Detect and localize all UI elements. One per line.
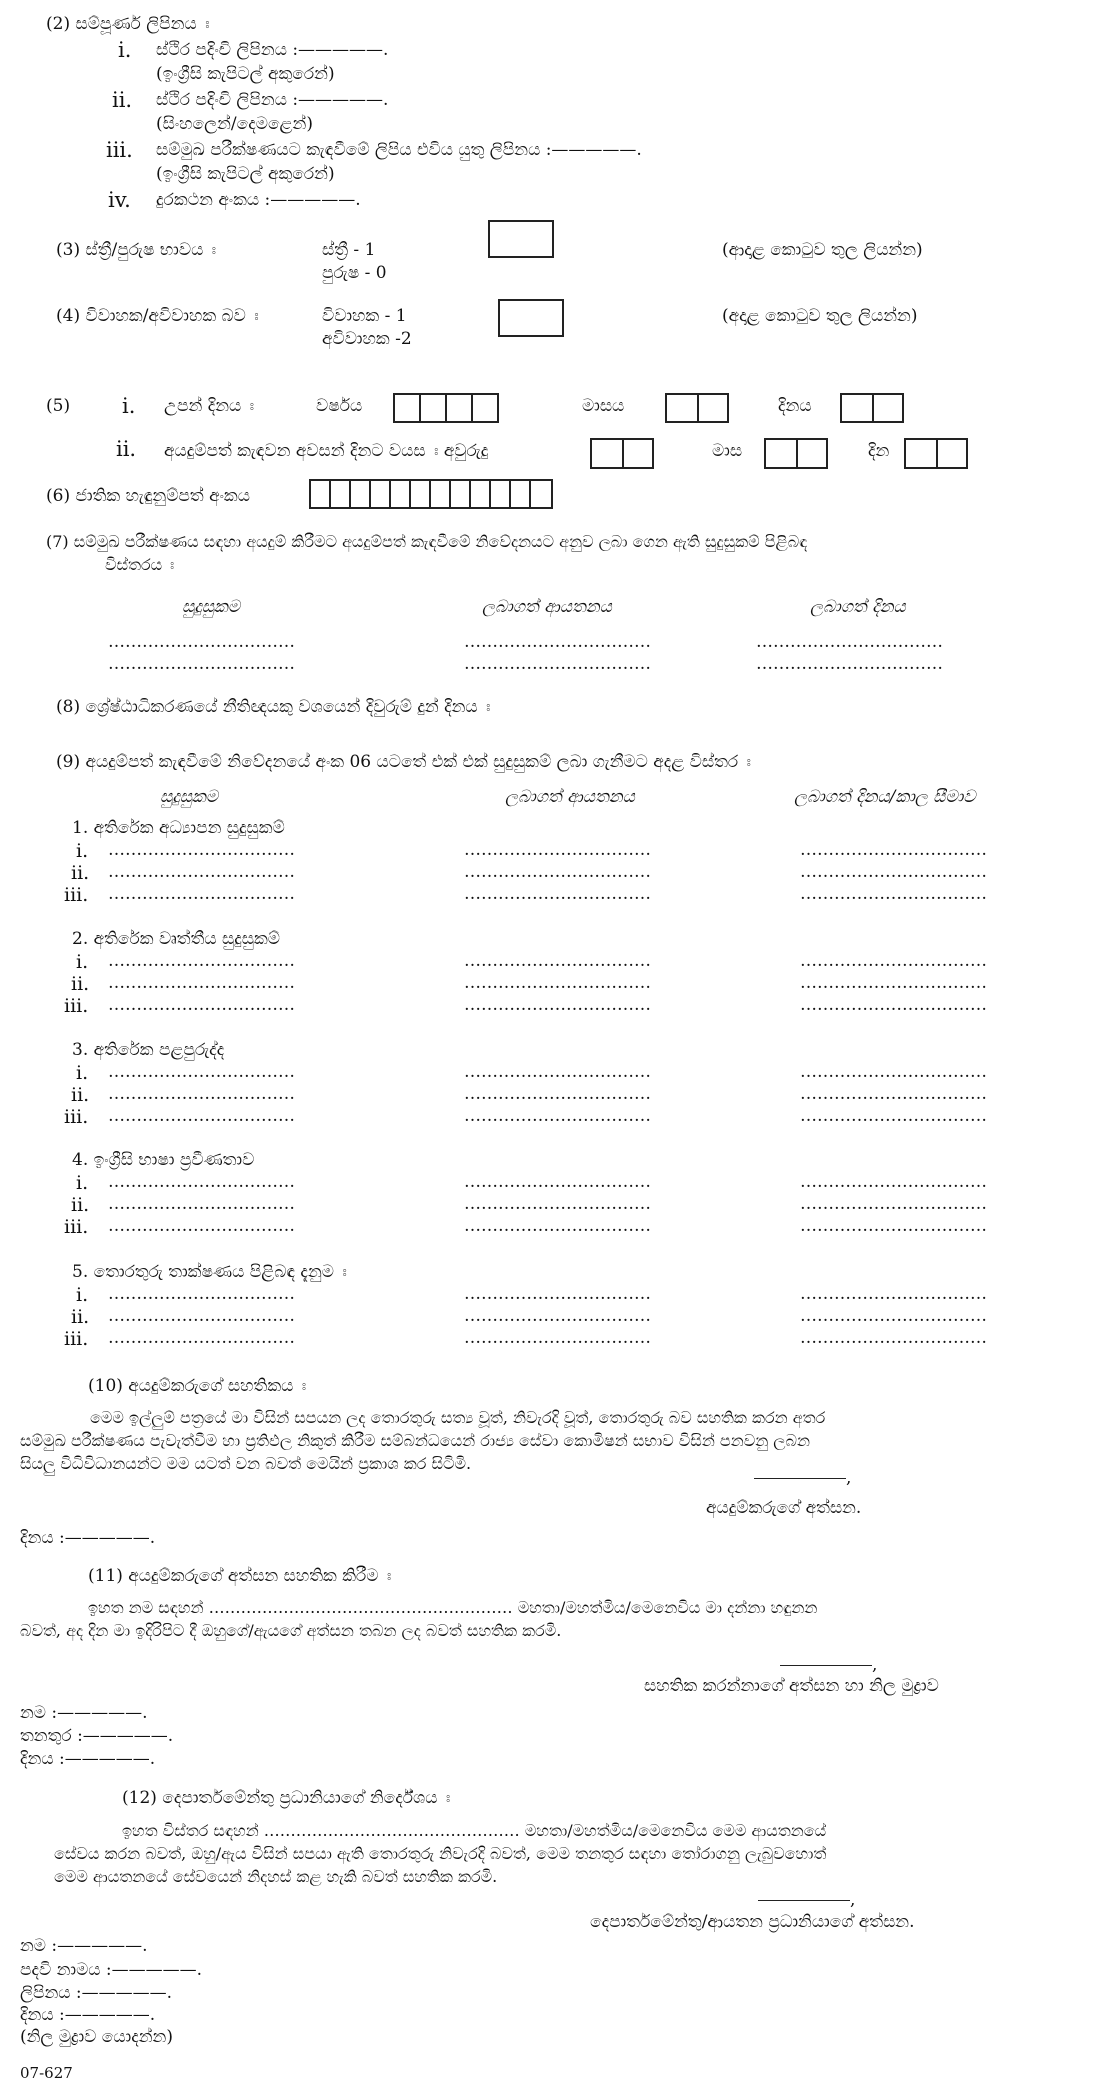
row-roman-numeral: ii. [71, 862, 90, 884]
s7-dots[interactable]: …………………………… [108, 654, 295, 674]
fill-in-dots[interactable]: …………………………… [800, 951, 987, 971]
s10-p3: සියලු විධිවිධානයන්ට මම යටත් වන බවත් මෙයින් ප්‍රකාශ කර සිටිමි. [20, 1454, 472, 1473]
s7-line2: විස්තරය ඃ [105, 555, 175, 574]
fill-in-dots[interactable]: …………………………… [464, 1084, 651, 1104]
fill-in-dots[interactable]: …………………………… [108, 1172, 295, 1192]
row-roman-numeral: iii. [64, 1106, 89, 1128]
s7-dots[interactable]: …………………………… [464, 632, 651, 652]
s4-opt2: අවිවාහක -2 [322, 329, 412, 349]
s3-note: (ආදාළ කොටුව තුල ලියන්න) [722, 240, 923, 260]
digit-cell[interactable] [665, 393, 697, 423]
digit-cell[interactable] [509, 479, 529, 509]
age-days-cells[interactable] [904, 438, 968, 469]
fill-in-dots[interactable]: …………………………… [800, 884, 987, 904]
fill-in-dots[interactable]: …………………………… [464, 951, 651, 971]
s2-iv-text: දුරකථන අංකය :—————. [156, 190, 361, 210]
s12-title: (12) දෙපාර්තමේන්තු ප්‍රධානියාගේ නිර්දේශය ඃ [122, 1788, 451, 1808]
digit-cell[interactable] [764, 438, 796, 469]
row-roman-numeral: ii. [71, 1306, 90, 1328]
fill-in-dots[interactable]: …………………………… [464, 1172, 651, 1192]
fill-in-dots[interactable]: …………………………… [108, 840, 295, 860]
digit-cell[interactable] [471, 393, 499, 423]
s12-p1: ඉහත විස්තර සඳහන් ………………………………………… මහතා/මහත්මිය/මෙනෙවිය මෙම ආයතනයේ [122, 1821, 827, 1840]
head-signature-line[interactable] [758, 1900, 850, 1901]
signature-comma: , [846, 1468, 852, 1488]
s6-label: (6) ජාතික හැඳුනුම්පත් අංකය [46, 486, 250, 506]
fill-in-dots[interactable]: …………………………… [108, 1106, 295, 1126]
digit-cell[interactable] [429, 479, 449, 509]
row-roman-numeral: iii. [64, 1216, 89, 1238]
applicant-signature-line[interactable] [754, 1478, 846, 1479]
s2-iii-num: iii. [106, 138, 133, 162]
fill-in-dots[interactable]: …………………………… [108, 1194, 295, 1214]
s7-dots[interactable]: …………………………… [108, 632, 295, 652]
s9-title: (9) අයදුම්පත් කැඳවීමේ නිවේදනයේ අංක 06 යටතේ එක් එක් සුදුසුකම් ලබා ගැනීමට අදළ විස්තර ඃ [56, 752, 751, 772]
s5-ii-day-label: දින [868, 441, 890, 461]
digit-cell[interactable] [469, 479, 489, 509]
s7-col-qualification: සුදුසුකම [182, 597, 241, 617]
fill-in-dots[interactable]: …………………………… [464, 862, 651, 882]
s2-title: (2) සම්පූර්ණ ලිපිනය ඃ [46, 14, 210, 34]
s11-date: දිනය :—————. [20, 1749, 156, 1769]
row-roman-numeral: i. [76, 951, 89, 973]
fill-in-dots[interactable]: …………………………… [800, 1106, 987, 1126]
s5-day-label: දිනය [778, 396, 812, 416]
fill-in-dots[interactable]: …………………………… [108, 1284, 295, 1304]
fill-in-dots[interactable]: …………………………… [800, 1062, 987, 1082]
row-roman-numeral: i. [76, 1062, 89, 1084]
digit-cell[interactable] [936, 438, 968, 469]
signature-comma: , [872, 1655, 878, 1675]
fill-in-dots[interactable]: …………………………… [800, 1194, 987, 1214]
row-roman-numeral: ii. [71, 1084, 90, 1106]
s11-p2: බවත්, අද දින මා ඉදිරිපිට දී ඔහුගේ/ඇයගේ අත්සන තබන ලද බවත් සහතික කරමි. [20, 1621, 562, 1640]
fill-in-dots[interactable]: …………………………… [108, 1328, 295, 1348]
row-roman-numeral: i. [76, 840, 89, 862]
fill-in-dots[interactable]: …………………………… [800, 862, 987, 882]
age-months-cells[interactable] [764, 438, 828, 469]
fill-in-dots[interactable]: …………………………… [108, 884, 295, 904]
row-roman-numeral: ii. [71, 973, 90, 995]
s2-iii-sub: (ඉංග්‍රීසි කැපිටල් අකුරෙන්) [156, 164, 335, 184]
digit-cell[interactable] [445, 393, 471, 423]
fill-in-dots[interactable]: …………………………… [464, 1216, 651, 1236]
s3-label: (3) ස්ත්‍රී/පුරුෂ භාවය ඃ [56, 240, 217, 260]
fill-in-dots[interactable]: …………………………… [108, 1216, 295, 1236]
s7-col-date: ලබාගත් දිනය [810, 597, 906, 617]
fill-in-dots[interactable]: …………………………… [464, 1284, 651, 1304]
digit-cell[interactable] [409, 479, 429, 509]
fill-in-dots[interactable]: …………………………… [464, 1306, 651, 1326]
s3-opt2: පුරුෂ - 0 [322, 263, 387, 283]
s12-p2: සේවය කරන බවත්, ඔහු/ඇය විසින් සපයා ඇති තොරතුරු නිවැරදි බවත්, මෙම තනතුර සඳහා තෝරාගනු ලැබුවහොත් [54, 1844, 827, 1863]
digit-cell[interactable] [349, 479, 369, 509]
birth-month-cells[interactable] [665, 393, 729, 423]
fill-in-dots[interactable]: …………………………… [464, 995, 651, 1015]
s4-note: (අදාළ කොටුව තුල ලියන්න) [722, 306, 918, 326]
row-roman-numeral: iii. [64, 884, 89, 906]
fill-in-dots[interactable]: …………………………… [800, 1306, 987, 1326]
digit-cell[interactable] [329, 479, 349, 509]
qualification-group-title: 3. අතිරේක පළපුරුද්ද [72, 1040, 225, 1060]
s2-iii-text: සම්මුඛ පරීක්ෂණයට කැඳවීමේ ලිපිය එවිය යුතු ලිපිනය :—————. [156, 140, 642, 160]
fill-in-dots[interactable]: …………………………… [800, 1216, 987, 1236]
s7-col-institution: ලබාගත් ආයතනය [482, 597, 612, 617]
s5-i-num: i. [122, 394, 136, 418]
s7-dots[interactable]: …………………………… [464, 654, 651, 674]
s7-line1: (7) සම්මුඛ පරීක්ෂණය සඳහා අයදුම් කිරීමට අයදුම්පත් කැඳවීමේ නිවේදනයට අනුව ලබා ගෙන ඇති සුදුසුකම් පිළිබඳ [46, 532, 808, 551]
s4-label: (4) විවාහක/අවිවාහක බව ඃ [56, 306, 259, 326]
fill-in-dots[interactable]: …………………………… [464, 1062, 651, 1082]
fill-in-dots[interactable]: …………………………… [108, 995, 295, 1015]
form-code: 07-627 [20, 2064, 73, 2082]
fill-in-dots[interactable]: …………………………… [464, 1194, 651, 1214]
s11-p1: ඉහත නම සඳහන් ………………………………………………… මහතා/මහත්මිය/මෙනෙවිය මා දන්නා හඳුනන [88, 1598, 818, 1617]
digit-cell[interactable] [697, 393, 729, 423]
birth-day-cells[interactable] [840, 393, 904, 423]
digit-cell[interactable] [419, 393, 445, 423]
fill-in-dots[interactable]: …………………………… [108, 1062, 295, 1082]
s10-title: (10) අයදුම්කරුගේ සහතිකය ඃ [88, 1376, 307, 1396]
s11-title: (11) අයදුම්කරුගේ අත්සන සහතික කිරීම ඃ [88, 1566, 392, 1586]
fill-in-dots[interactable]: …………………………… [800, 1328, 987, 1348]
s10-p1: මෙම ඉල්ලුම් පත්‍රයේ මා විසින් සපයන ලද තොරතුරු සත්‍ය වූත්, නිවැරදි වූත්, තොරතුරු බව සහතික කරන අතර [90, 1408, 826, 1427]
s2-ii-sub: (සිංහලෙන්/දෙමළෙන්) [156, 114, 313, 134]
s12-signature-label: දෙපාර්තමේන්තු/ආයතන ප්‍රධානියාගේ අත්සන. [590, 1912, 915, 1932]
s2-i-sub: (ඉංග්‍රීසි කැපිටල් අකුරෙන්) [156, 64, 335, 84]
s5-year-label: වර්ෂය [316, 396, 363, 416]
s5-num: (5) [46, 396, 71, 416]
digit-cell[interactable] [309, 479, 329, 509]
s7-dots[interactable]: …………………………… [756, 654, 943, 674]
digit-cell[interactable] [489, 479, 509, 509]
s5-i-label: උපන් දිනය ඃ [164, 396, 255, 416]
s12-p3: මෙම ආයතනයේ සේවයෙන් නිදහස් කළ හැකි බවත් සහතික කරමි. [54, 1867, 498, 1886]
s2-iv-num: iv. [108, 188, 131, 212]
fill-in-dots[interactable]: …………………………… [800, 1084, 987, 1104]
fill-in-dots[interactable]: …………………………… [800, 1172, 987, 1192]
fill-in-dots[interactable]: …………………………… [108, 1306, 295, 1326]
qualification-group-title: 5. තොරතුරු තාක්ෂණය පිළිබඳ දැනුම ඃ [72, 1262, 347, 1282]
fill-in-dots[interactable]: …………………………… [464, 1106, 651, 1126]
fill-in-dots[interactable]: …………………………… [108, 951, 295, 971]
s12-date: දිනය :—————. [20, 2005, 156, 2025]
digit-cell[interactable] [389, 479, 409, 509]
s5-ii-label: අයදුම්පත් කැඳවන අවසන් දිනට වයස ඃ අවුරුදු [164, 441, 489, 461]
row-roman-numeral: iii. [64, 1328, 89, 1350]
fill-in-dots[interactable]: …………………………… [800, 973, 987, 993]
fill-in-dots[interactable]: …………………………… [800, 840, 987, 860]
row-roman-numeral: i. [76, 1172, 89, 1194]
s5-ii-num: ii. [116, 437, 137, 461]
fill-in-dots[interactable]: …………………………… [108, 1084, 295, 1104]
gender-box[interactable] [488, 220, 554, 258]
digit-cell[interactable] [622, 438, 654, 469]
certifier-signature-line[interactable] [780, 1665, 872, 1666]
s9-col-institution: ලබාගත් ආයතනය [505, 787, 635, 807]
nic-number-cells[interactable] [309, 479, 553, 509]
digit-cell[interactable] [393, 393, 419, 423]
age-years-cells[interactable] [590, 438, 654, 469]
s10-date: දිනය :—————. [20, 1528, 156, 1548]
s2-i-text: ස්ථිර පදිංචි ලිපිනය :—————. [156, 40, 389, 60]
digit-cell[interactable] [449, 479, 469, 509]
row-roman-numeral: ii. [71, 1194, 90, 1216]
s12-seal-note: (නිල මුද්‍රාව යොදන්න) [20, 2027, 173, 2047]
fill-in-dots[interactable]: …………………………… [464, 973, 651, 993]
s11-post: තනතුර :—————. [20, 1726, 174, 1746]
birth-year-cells[interactable] [393, 393, 499, 423]
fill-in-dots[interactable]: …………………………… [108, 973, 295, 993]
qualification-group-title: 1. අතිරේක අධ්‍යාපන සුදුසුකම් [72, 818, 285, 838]
fill-in-dots[interactable]: …………………………… [464, 840, 651, 860]
digit-cell[interactable] [872, 393, 904, 423]
signature-comma: , [850, 1890, 856, 1910]
s11-name: නම :—————. [20, 1703, 148, 1723]
fill-in-dots[interactable]: …………………………… [464, 884, 651, 904]
fill-in-dots[interactable]: …………………………… [464, 1328, 651, 1348]
fill-in-dots[interactable]: …………………………… [800, 995, 987, 1015]
s12-title-field: පදවි නාමය :—————. [20, 1960, 203, 1980]
s9-col-qualification: සුදුසුකම [160, 787, 219, 807]
s7-dots[interactable]: …………………………… [756, 632, 943, 652]
marital-box[interactable] [498, 299, 564, 337]
fill-in-dots[interactable]: …………………………… [800, 1284, 987, 1304]
row-roman-numeral: i. [76, 1284, 89, 1306]
row-roman-numeral: iii. [64, 995, 89, 1017]
s10-signature-label: අයදුම්කරුගේ අත්සන. [706, 1498, 862, 1518]
digit-cell[interactable] [904, 438, 936, 469]
digit-cell[interactable] [529, 479, 553, 509]
qualification-group-title: 2. අතිරේක වෘත්තීය සුදුසුකම් [72, 929, 281, 949]
digit-cell[interactable] [369, 479, 389, 509]
qualification-group-title: 4. ඉංග්‍රීසි භාෂා ප්‍රවීණතාව [72, 1150, 255, 1170]
digit-cell[interactable] [796, 438, 828, 469]
digit-cell[interactable] [590, 438, 622, 469]
s5-ii-month-label: මාස [712, 441, 743, 461]
s4-opt1: විවාහක - 1 [322, 306, 407, 326]
s12-name: නම :—————. [20, 1936, 148, 1956]
s3-opt1: ස්ත්‍රී - 1 [322, 240, 376, 260]
s10-p2: සම්මුඛ පරීක්ෂණය පැවැත්වීම හා ප්‍රතිඵල නිකුත් කිරීම සම්බන්ධයෙන් රාජ්‍ය සේවා කොමිෂන් සභාව විසින් පනවනු ලබන [20, 1431, 810, 1450]
digit-cell[interactable] [840, 393, 872, 423]
s2-ii-text: ස්ථිර පදිංචි ලිපිනය :—————. [156, 90, 389, 110]
s9-col-date: ලබාගත් දිනය/කාල සීමාව [794, 787, 976, 807]
fill-in-dots[interactable]: …………………………… [108, 862, 295, 882]
s2-i-num: i. [118, 38, 132, 62]
s8-text: (8) ශ්‍රේෂ්ඨාධිකරණයේ නීතිඥයකු වශයෙන් දිවුරුම් දුන් දිනය ඃ [56, 697, 491, 717]
s2-ii-num: ii. [112, 88, 133, 112]
s12-address: ලිපිනය :—————. [20, 1983, 173, 2003]
s11-signature-label: සහතික කරන්නාගේ අත්සන හා නිල මුද්‍රාව [644, 1676, 939, 1696]
s5-month-label: මාසය [582, 396, 625, 416]
